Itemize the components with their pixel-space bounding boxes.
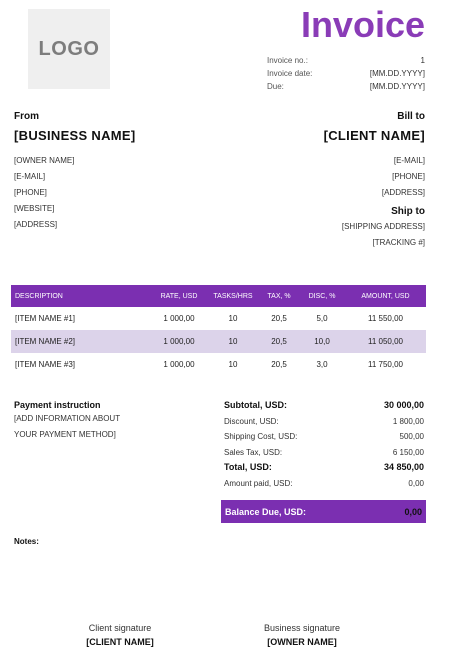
- total-label: Total, USD:: [224, 462, 272, 472]
- item-amount: 11 750,00: [368, 360, 403, 369]
- from-website: [WEBSITE]: [14, 204, 55, 213]
- col-rate: RATE, USD: [151, 285, 207, 307]
- bill-to-label: Bill to: [397, 111, 425, 122]
- item-description: [ITEM NAME #1]: [15, 314, 76, 323]
- client-signature: [45, 623, 195, 647]
- meta-invoice-no: [267, 54, 425, 67]
- client-signature-label: Client signature: [88, 623, 152, 633]
- col-amount: AMOUNT, USD: [345, 285, 426, 307]
- total-value: 500,00: [399, 432, 424, 441]
- item-tasks: 10: [228, 360, 238, 369]
- total-row: [224, 460, 424, 476]
- item-tax: 20,5: [271, 360, 287, 369]
- item-tax: 20,5: [259, 330, 299, 353]
- item-amount: 11 050,00: [345, 330, 426, 353]
- business-signature-name: [OWNER NAME]: [267, 637, 337, 647]
- client-signature-name: [CLIENT NAME]: [86, 637, 154, 647]
- total-value: 30 000,00: [383, 400, 424, 410]
- business-name: [BUSINESS NAME]: [14, 128, 136, 143]
- item-disc: 10,0: [299, 330, 345, 353]
- col-tax: TAX, %: [259, 285, 299, 307]
- payment-line: YOUR PAYMENT METHOD]: [14, 430, 116, 439]
- items-table: [11, 285, 426, 376]
- table-header-row: [11, 285, 426, 307]
- subtotal-row: [224, 398, 424, 414]
- meta-value: 1: [420, 56, 425, 65]
- total-value: 1 800,00: [392, 416, 424, 426]
- item-description: [ITEM NAME #2]: [11, 330, 151, 353]
- table-row: [11, 353, 426, 376]
- meta-label: Due:: [267, 82, 284, 91]
- ship-to-label: Ship to: [391, 206, 425, 217]
- payment-label: Payment instruction: [14, 400, 101, 410]
- balance-due-bar: [221, 500, 426, 523]
- ship-to-section: [225, 206, 425, 251]
- total-label: Amount paid, USD:: [224, 478, 293, 488]
- table-row: [11, 307, 426, 330]
- item-disc: 3,0: [316, 360, 328, 369]
- payment-instruction: [14, 400, 214, 443]
- item-tasks: 10: [228, 314, 238, 323]
- invoice-title: Invoice: [300, 4, 425, 45]
- from-label: From: [14, 111, 39, 122]
- tracking-number: [TRACKING #]: [372, 238, 425, 247]
- amount-paid-row: [224, 476, 424, 492]
- shipping-row: [224, 429, 424, 445]
- total-label: Discount, USD:: [224, 416, 279, 426]
- col-description: DESCRIPTION: [11, 285, 151, 307]
- item-tax: 20,5: [271, 314, 287, 323]
- meta-label: Invoice no.:: [267, 56, 308, 65]
- item-rate: 1 000,00: [163, 314, 195, 323]
- meta-invoice-date: [267, 67, 425, 80]
- total-value: 0,00: [408, 478, 424, 488]
- item-disc: 5,0: [316, 314, 328, 323]
- item-rate: 1 000,00: [151, 330, 207, 353]
- payment-line: [ADD INFORMATION ABOUT: [14, 414, 121, 423]
- sales-tax-row: [224, 445, 424, 461]
- balance-label: Balance Due, USD:: [225, 506, 307, 517]
- meta-due: [267, 80, 425, 93]
- total-value: 6 150,00: [392, 447, 424, 457]
- discount-row: [224, 414, 424, 430]
- item-amount: 11 550,00: [368, 314, 403, 323]
- bill-to-section: [225, 111, 425, 251]
- from-phone: [PHONE]: [14, 188, 47, 197]
- logo: LOGO: [28, 9, 110, 89]
- from-email: [E-MAIL]: [14, 172, 46, 181]
- client-phone: [PHONE]: [392, 172, 425, 181]
- owner-name: [OWNER NAME]: [14, 156, 75, 165]
- meta-value: [MM.DD.YYYY]: [369, 82, 425, 91]
- business-signature-label: Business signature: [263, 623, 341, 633]
- item-rate: 1 000,00: [163, 360, 195, 369]
- shipping-address: [SHIPPING ADDRESS]: [341, 222, 425, 231]
- from-address: [ADDRESS]: [14, 220, 58, 229]
- item-tasks: 10: [207, 330, 259, 353]
- item-description: [ITEM NAME #3]: [15, 360, 76, 369]
- col-disc: DISC, %: [299, 285, 345, 307]
- total-label: Shipping Cost, USD:: [224, 432, 298, 441]
- total-label: Sales Tax, USD:: [224, 447, 283, 457]
- meta-label: Invoice date:: [267, 69, 313, 78]
- col-tasks: TASKS/HRS: [207, 285, 259, 307]
- business-signature: [227, 623, 377, 647]
- balance-value: 0,00: [404, 506, 422, 517]
- notes-label: Notes:: [14, 537, 39, 546]
- client-email: [E-MAIL]: [393, 156, 425, 165]
- client-address: [ADDRESS]: [381, 188, 425, 197]
- totals-section: [224, 398, 424, 491]
- total-value: 34 850,00: [383, 462, 424, 472]
- from-section: [14, 111, 214, 233]
- meta-value: [MM.DD.YYYY]: [369, 69, 425, 78]
- client-name: [CLIENT NAME]: [323, 128, 425, 143]
- table-row: [11, 330, 426, 353]
- invoice-meta: [267, 54, 425, 93]
- total-label: Subtotal, USD:: [224, 400, 287, 410]
